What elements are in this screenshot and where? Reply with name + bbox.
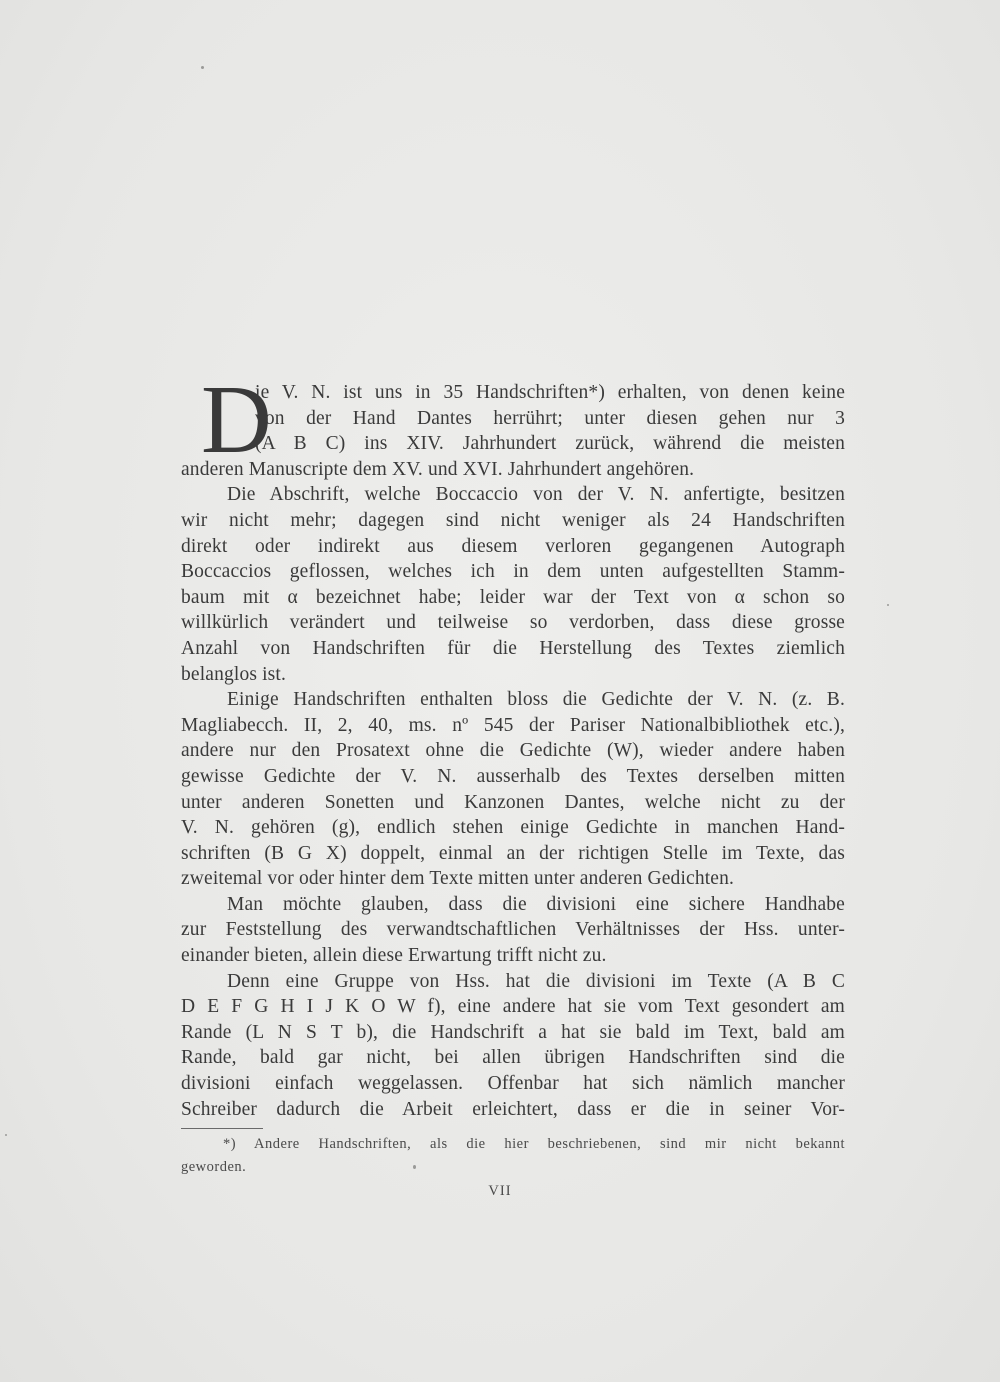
footnote-line: *) Andere Handschriften, als die hier beschriebenen, sind mir nicht bekannt <box>223 1136 845 1152</box>
text-line: direkt oder indirekt aus diesem verloren gegangenen Autograph <box>181 535 845 557</box>
text-line: D E F G H I J K O W f), eine andere hat sie vom Text gesondert am <box>181 996 845 1018</box>
text-line: wir nicht mehr; dagegen sind nicht weniger als 24 Handschriften <box>181 509 845 531</box>
text-line: Denn eine Gruppe von Hss. hat die divisioni im Texte (A B C <box>227 970 845 992</box>
text-line: Magliabecch. II, 2, 40, ms. nº 545 der Pariser Nationalbibliothek etc.), <box>181 714 845 736</box>
text-line: willkürlich verändert und teilweise so verdorben, dass diese grosse <box>181 612 845 634</box>
text-line: unter anderen Sonetten und Kanzonen Dantes, welche nicht zu der <box>181 791 845 813</box>
text-line: Die Abschrift, welche Boccaccio von der V. N. anfertigte, besitzen <box>227 484 845 506</box>
text-line: zweitemal vor oder hinter dem Texte mitten unter anderen Gedichten. <box>181 868 735 890</box>
text-line: Anzahl von Handschriften für die Herstellung des Textes ziemlich <box>181 637 845 659</box>
paper-speck <box>5 1134 7 1136</box>
text-line: zur Feststellung des verwandtschaftlichen Verhältnisses der Hss. unter- <box>181 919 845 941</box>
text-line: schriften (B G X) doppelt, einmal an der richtigen Stelle im Texte, das <box>181 842 845 864</box>
footnote-divider <box>181 1128 263 1129</box>
text-line: von der Hand Dantes herrührt; unter diesen gehen nur 3 <box>255 407 845 429</box>
text-line: Rande, bald gar nicht, bei allen übrigen Handschriften sind die <box>181 1047 845 1069</box>
text-line: belanglos ist. <box>181 663 287 685</box>
first-paragraph <box>181 366 845 482</box>
main-text <box>181 366 845 1122</box>
text-line: baum mit α bezeichnet habe; leider war der Text von α schon so <box>181 586 845 608</box>
text-line: (A B C) ins XIV. Jahrhundert zurück, während die meisten <box>255 433 845 455</box>
text-line: einander bieten, allein diese Erwartung trifft nicht zu. <box>181 945 607 967</box>
paper-speck <box>887 604 889 606</box>
text-line: ie V. N. ist uns in 35 Handschriften*) erhalten, von denen keine <box>255 382 845 403</box>
text-line: andere nur den Prosatext ohne die Gedichte (W), wieder andere haben <box>181 740 845 762</box>
page-number: VII <box>488 1183 512 1199</box>
text-line: Schreiber dadurch die Arbeit erleichtert, dass er die in seiner Vor- <box>181 1098 845 1120</box>
paragraph <box>181 687 845 892</box>
drop-cap: D <box>201 366 272 474</box>
paragraph <box>181 482 845 687</box>
paper-speck <box>201 66 204 69</box>
text-line: Man möchte glauben, dass die divisioni eine sichere Handhabe <box>227 893 845 915</box>
paragraph <box>181 969 845 1123</box>
text-line: Boccaccios geflossen, welches ich in dem unten aufgestellten Stamm- <box>181 561 845 583</box>
text-line: gewisse Gedichte der V. N. ausserhalb des Textes derselben mitten <box>181 765 845 787</box>
footnote <box>181 1133 845 1179</box>
text-line: divisioni einfach weggelassen. Offenbar hat sich nämlich mancher <box>181 1073 845 1095</box>
text-line: Rande (L N S T b), die Handschrift a hat sie bald im Text, bald am <box>181 1021 845 1043</box>
paragraph <box>181 892 845 969</box>
text-line: anderen Manuscripte dem XV. und XVI. Jahrhundert angehören. <box>181 458 695 480</box>
footnote-line: geworden. <box>181 1159 247 1175</box>
text-line: Einige Handschriften enthalten bloss die Gedichte der V. N. (z. B. <box>227 689 845 711</box>
text-line: V. N. gehören (g), endlich stehen einige Gedichte in manchen Hand- <box>181 817 845 839</box>
